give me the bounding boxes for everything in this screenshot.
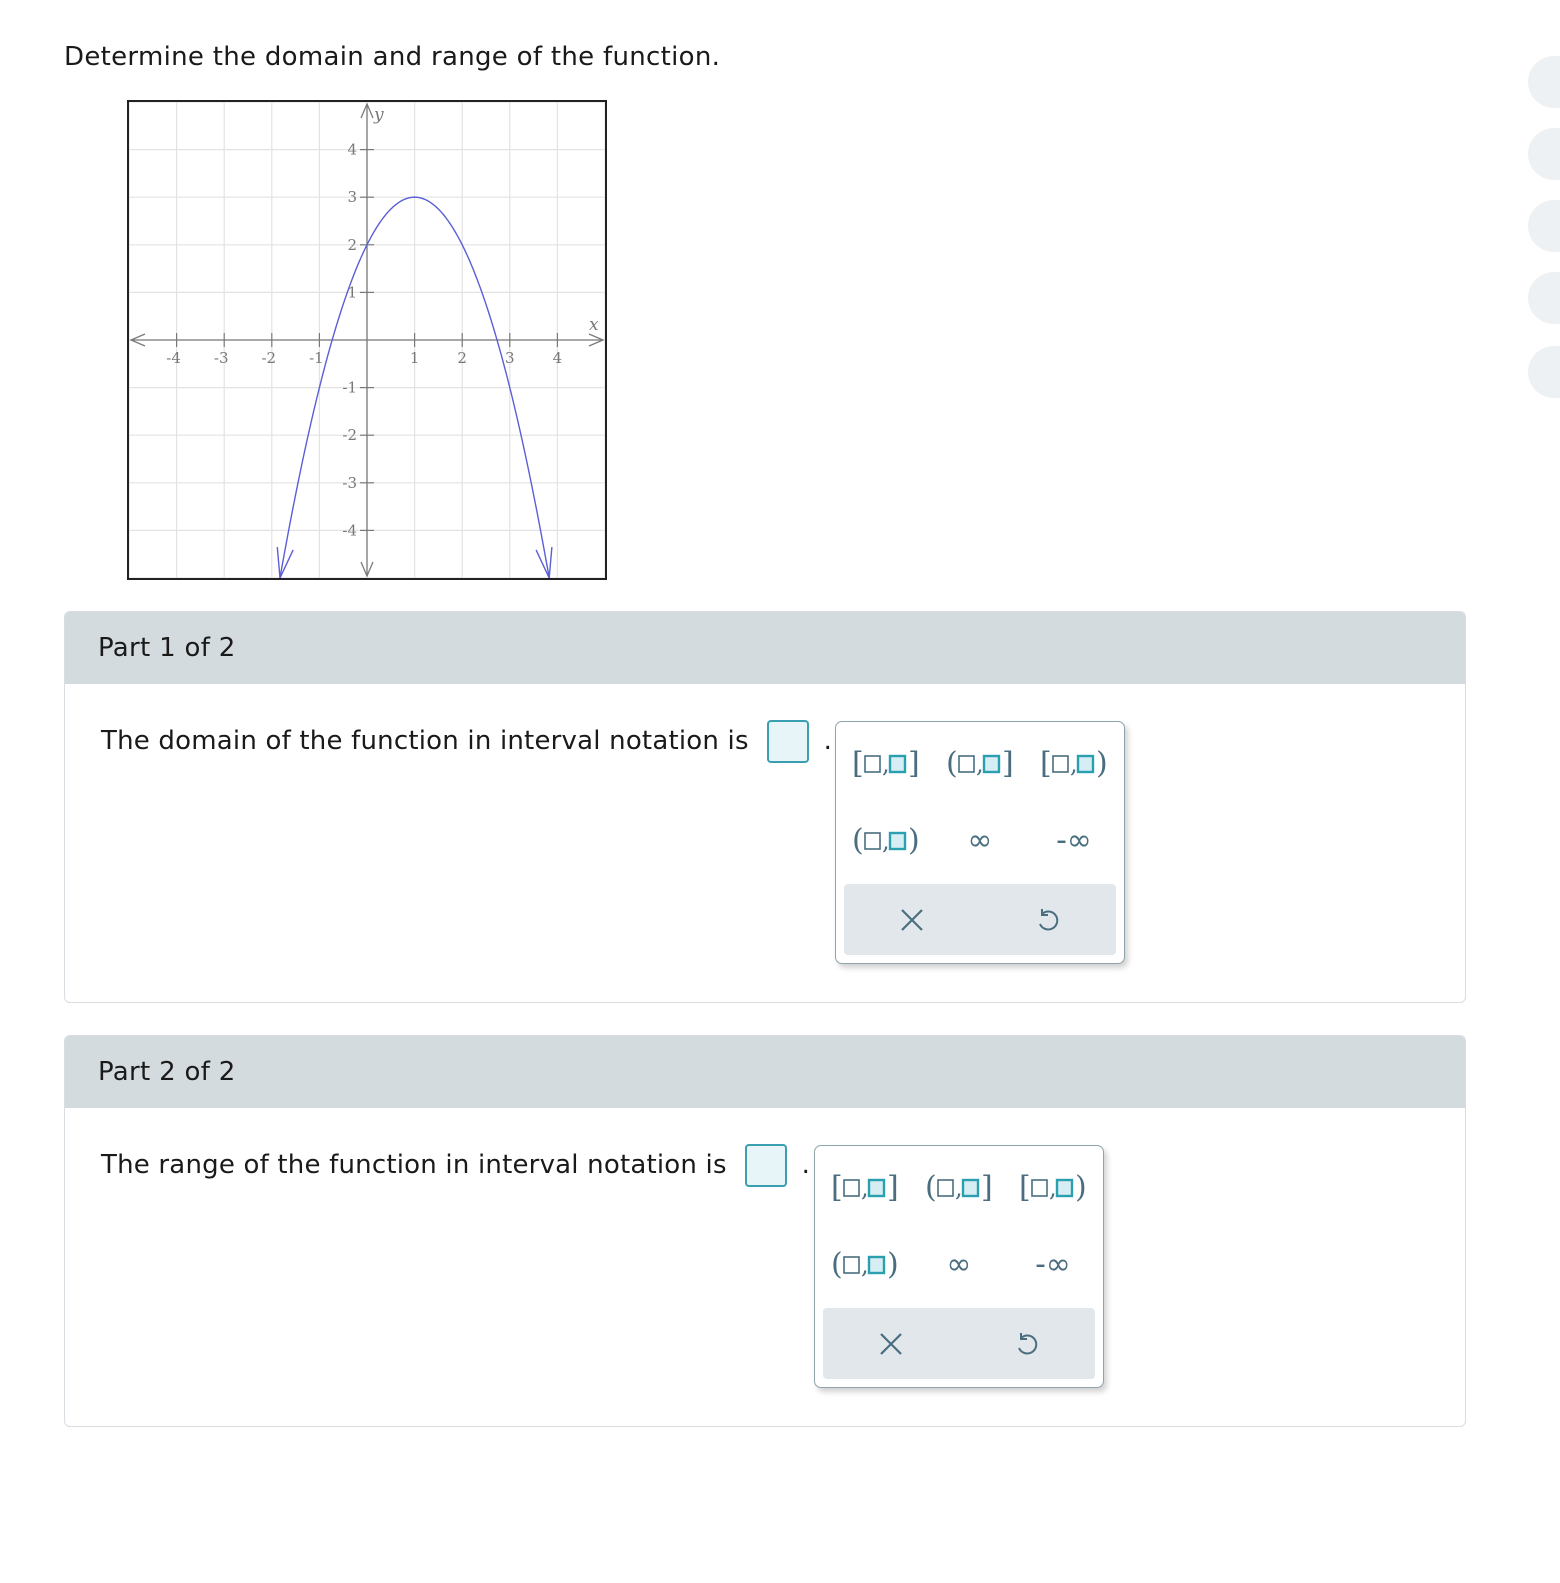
x-tick-label: -1: [309, 349, 324, 367]
svg-text:): ): [887, 1247, 899, 1282]
palette-action-bar: [844, 884, 1116, 955]
clear-icon[interactable]: [844, 884, 980, 955]
part-2-header: Part 2 of 2: [65, 1036, 1465, 1108]
left-open-interval-button[interactable]: [940, 740, 1020, 788]
svg-text:[: [: [852, 746, 864, 781]
svg-text:,: ,: [861, 1174, 869, 1202]
svg-text:(: (: [831, 1247, 843, 1282]
svg-text:(: (: [946, 746, 958, 781]
x-tick-label: 4: [552, 349, 563, 367]
side-tab[interactable]: [1528, 272, 1560, 324]
x-tick-label: -3: [213, 349, 229, 367]
svg-text:]: ]: [1002, 746, 1014, 781]
closed-interval-button[interactable]: [825, 1164, 905, 1212]
period: .: [801, 1150, 811, 1180]
side-tab[interactable]: [1528, 346, 1560, 398]
part-2-panel: [64, 1035, 1466, 1427]
part-1-header: Part 1 of 2: [65, 612, 1465, 684]
range-answer-input[interactable]: [745, 1144, 787, 1187]
svg-text:(: (: [925, 1170, 937, 1205]
svg-text:-∞: -∞: [1035, 1247, 1071, 1282]
svg-text:,: ,: [882, 750, 890, 778]
svg-text:[: [: [1019, 1170, 1031, 1205]
side-tab[interactable]: [1528, 200, 1560, 252]
svg-text:[: [: [1040, 746, 1052, 781]
left-open-interval-button[interactable]: [919, 1164, 999, 1212]
part-1-panel: [64, 611, 1466, 1003]
y-axis-label: y: [374, 105, 384, 125]
period: .: [823, 726, 833, 756]
svg-text:(: (: [852, 823, 864, 858]
undo-icon[interactable]: [959, 1308, 1095, 1379]
svg-text:∞: ∞: [967, 823, 993, 858]
open-interval-button[interactable]: [846, 817, 926, 865]
svg-text:,: ,: [1049, 1174, 1057, 1202]
function-graph: [127, 100, 607, 580]
svg-text:,: ,: [1070, 750, 1078, 778]
y-tick-label: -4: [342, 521, 357, 540]
domain-question-text: The domain of the function in interval notation is: [101, 726, 749, 756]
x-tick-label: 3: [505, 349, 515, 367]
range-math-palette: [814, 1145, 1104, 1388]
domain-question: [101, 720, 832, 763]
open-interval-button[interactable]: [825, 1241, 905, 1289]
x-tick-label: -2: [261, 349, 277, 367]
side-tab[interactable]: [1528, 128, 1560, 180]
svg-text:): ): [1096, 746, 1108, 781]
svg-text:): ): [908, 823, 920, 858]
range-question-text: The range of the function in interval notation is: [101, 1150, 727, 1180]
side-tab[interactable]: [1528, 56, 1560, 108]
range-question: [101, 1144, 810, 1187]
svg-text:,: ,: [882, 827, 890, 855]
infinity-button[interactable]: [940, 817, 1020, 865]
negative-infinity-button[interactable]: [1013, 1241, 1093, 1289]
svg-text:-∞: -∞: [1056, 823, 1092, 858]
x-tick-label: 1: [409, 349, 420, 367]
closed-interval-button[interactable]: [846, 740, 926, 788]
y-tick-label: 2: [347, 235, 357, 254]
svg-text:[: [: [831, 1170, 843, 1205]
domain-answer-input[interactable]: [767, 720, 809, 763]
right-open-interval-button[interactable]: [1013, 1164, 1093, 1212]
y-tick-label: -2: [342, 426, 357, 445]
svg-text:]: ]: [981, 1170, 993, 1205]
negative-infinity-button[interactable]: [1034, 817, 1114, 865]
svg-text:,: ,: [976, 750, 984, 778]
graph-svg: [127, 100, 607, 580]
svg-text:,: ,: [955, 1174, 963, 1202]
y-tick-label: -3: [342, 473, 357, 492]
svg-text:): ): [1075, 1170, 1087, 1205]
x-tick-label: -4: [166, 349, 181, 367]
y-tick-label: -1: [342, 378, 357, 397]
prompt-text: Determine the domain and range of the function.: [64, 42, 721, 72]
undo-icon[interactable]: [980, 884, 1116, 955]
svg-text:]: ]: [887, 1170, 899, 1205]
x-tick-label: 2: [457, 349, 467, 367]
y-tick-label: 1: [347, 283, 357, 302]
y-tick-label: 3: [347, 188, 357, 207]
palette-action-bar: [823, 1308, 1095, 1379]
domain-math-palette: [835, 721, 1125, 964]
y-tick-label: 4: [347, 140, 357, 159]
svg-text:]: ]: [908, 746, 920, 781]
infinity-button[interactable]: [919, 1241, 999, 1289]
clear-icon[interactable]: [823, 1308, 959, 1379]
right-open-interval-button[interactable]: [1034, 740, 1114, 788]
svg-text:∞: ∞: [946, 1247, 972, 1282]
x-axis-label: x: [589, 315, 599, 335]
svg-text:,: ,: [861, 1251, 869, 1279]
